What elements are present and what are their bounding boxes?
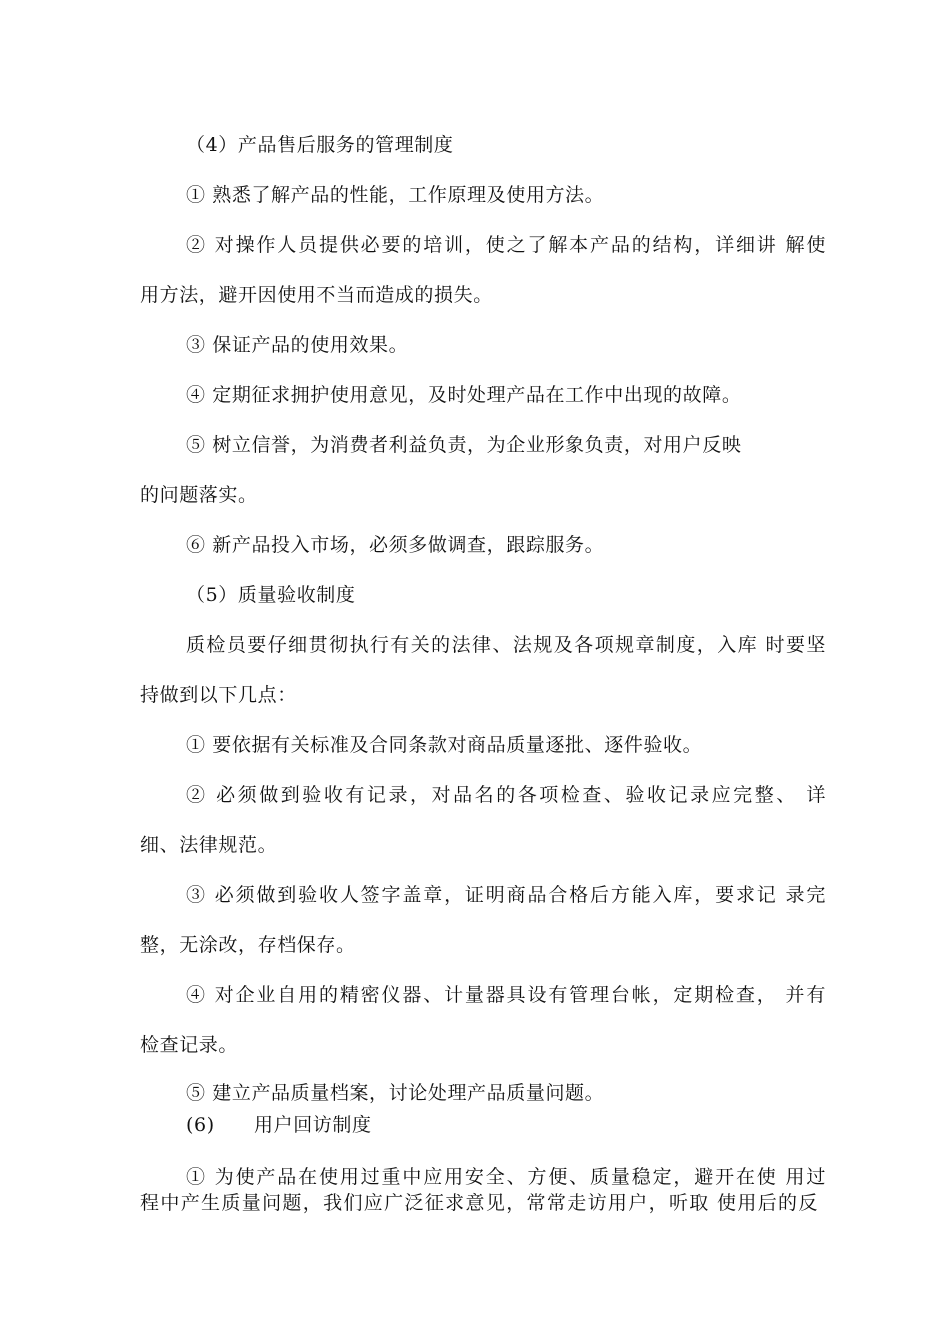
section-6-heading-text: 用户回访制度: [254, 1114, 372, 1136]
section-5-item-5: ⑤ 建立产品质量档案，讨论处理产品质量问题。: [186, 1082, 605, 1104]
section-5-item-4-line-2: 检查记录。: [140, 1034, 239, 1056]
section-4-item-4: ④ 定期征求拥护使用意见，及时处理产品在工作中出现的故障。: [186, 384, 742, 406]
section-4-item-3: ③ 保证产品的使用效果。: [186, 334, 409, 356]
section-5-item-1: ① 要依据有关标准及合同条款对商品质量逐批、逐件验收。: [186, 734, 703, 756]
section-4-item-6: ⑥ 新产品投入市场，必须多做调查，跟踪服务。: [186, 534, 605, 556]
section-4-item-5-line-2: 的问题落实。: [140, 484, 258, 506]
section-5-item-3-line-2: 整，无涂改，存档保存。: [140, 934, 356, 956]
section-6-heading-number: (6): [186, 1114, 215, 1136]
section-5-item-4-line-1: ④ 对企业自用的精密仪器、计量器具设有管理台帐，定期检查， 并有: [186, 984, 826, 1006]
section-4-item-5-line-1: ⑤ 树立信誉，为消费者利益负责，为企业形象负责，对用户反映: [186, 434, 742, 456]
section-4-item-2-line-1: ② 对操作人员提供必要的培训，使之了解本产品的结构，详细讲 解使: [186, 234, 826, 256]
section-4-item-2-line-2: 用方法，避开因使用不当而造成的损失。: [140, 284, 493, 306]
section-6-item-1-line-2: 程中产生质量问题，我们应广泛征求意见，常常走访用户，听取 使用后的反: [140, 1192, 818, 1214]
section-4-heading: （4）产品售后服务的管理制度: [186, 134, 454, 156]
section-5-item-2-line-2: 细、法律规范。: [140, 834, 278, 856]
section-6-item-1-line-1: ① 为使产品在使用过重中应用安全、方便、质量稳定，避开在使 用过: [186, 1166, 826, 1188]
section-5-intro-line-1: 质检员要仔细贯彻执行有关的法律、法规及各项规章制度，入库 时要坚: [186, 634, 826, 656]
section-5-intro-line-2: 持做到以下几点：: [140, 684, 297, 706]
section-4-item-1: ① 熟悉了解产品的性能，工作原理及使用方法。: [186, 184, 605, 206]
section-5-item-3-line-1: ③ 必须做到验收人签字盖章，证明商品合格后方能入库，要求记 录完: [186, 884, 826, 906]
section-5-heading: （5）质量验收制度: [186, 584, 356, 606]
section-5-item-2-line-1: ② 必须做到验收有记录，对品名的各项检查、验收记录应完整、 详: [186, 784, 826, 806]
